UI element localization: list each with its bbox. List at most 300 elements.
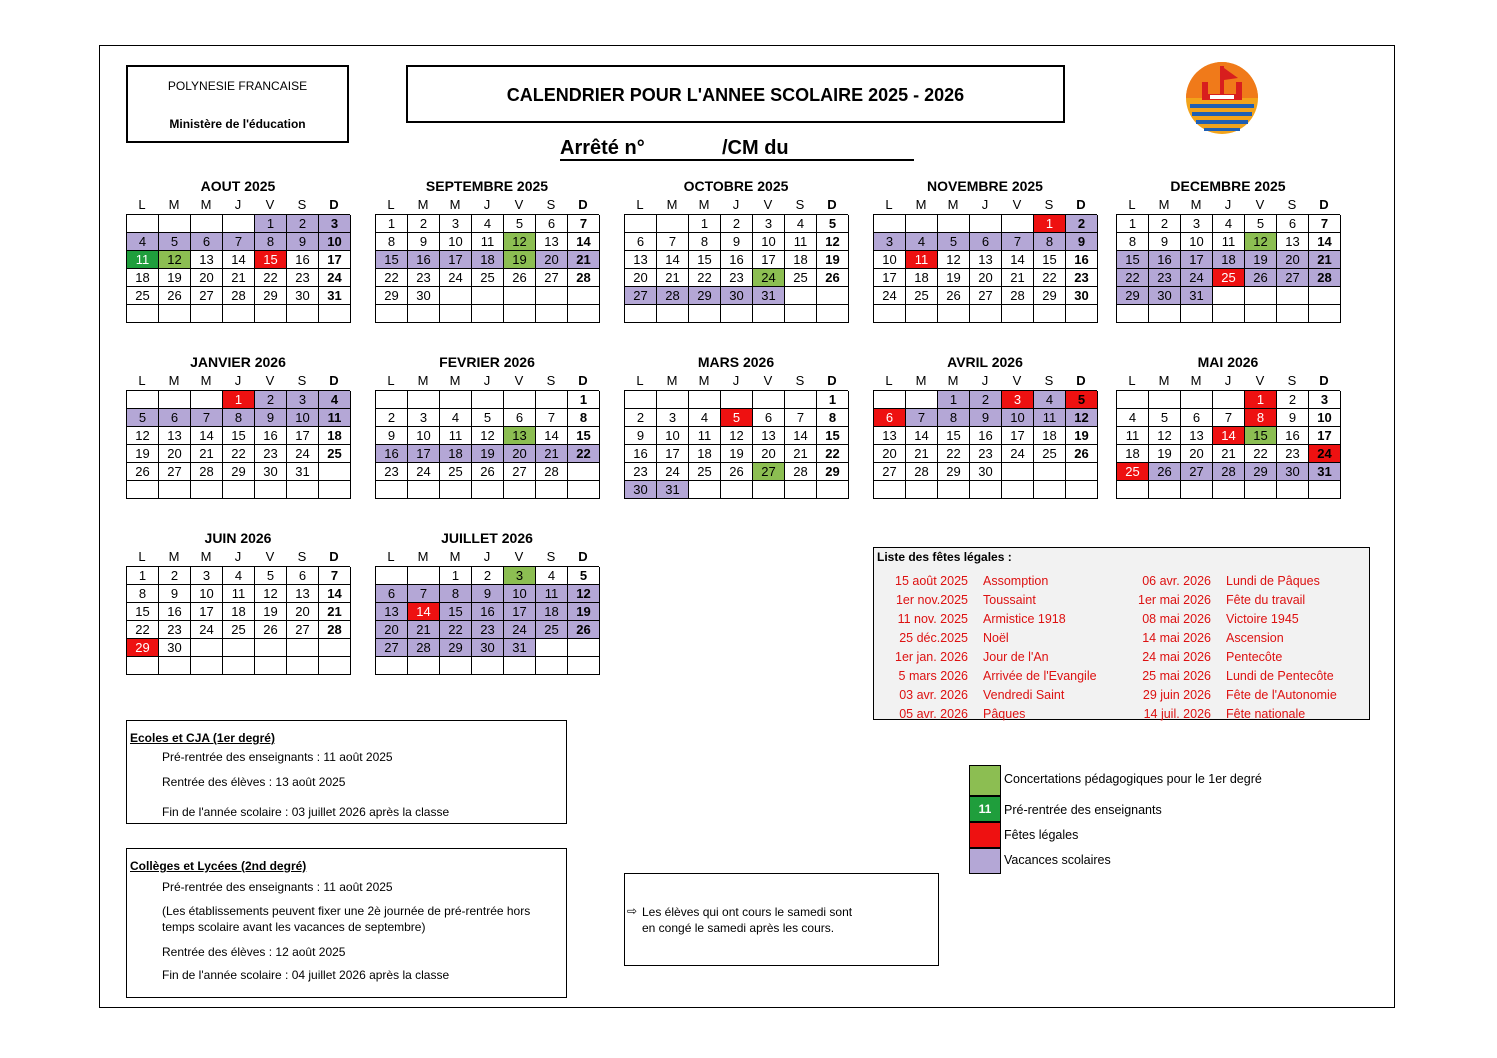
empty-cell bbox=[938, 305, 970, 323]
colleges-title: Collèges et Lycées (2nd degré) bbox=[130, 859, 307, 873]
empty-cell bbox=[1066, 305, 1098, 323]
day-cell: 10 bbox=[1309, 409, 1341, 427]
day-cell: 12 bbox=[938, 251, 970, 269]
day-cell: 23 bbox=[255, 445, 287, 463]
fete-date: 29 juin 2026 bbox=[1142, 688, 1211, 702]
weekday-label: L bbox=[636, 373, 644, 388]
day-cell: 9 bbox=[1277, 409, 1309, 427]
day-cell: 22 bbox=[1117, 269, 1149, 287]
day-cell: 3 bbox=[504, 567, 536, 585]
fete-name: Jour de l'An bbox=[983, 650, 1049, 664]
day-cell: 17 bbox=[657, 445, 689, 463]
day-cell: 21 bbox=[1002, 269, 1034, 287]
day-grid bbox=[126, 214, 350, 323]
day-cell: 6 bbox=[159, 409, 191, 427]
empty-cell bbox=[376, 567, 408, 585]
weekday-label: L bbox=[387, 197, 395, 212]
empty-cell bbox=[906, 481, 938, 499]
empty-cell bbox=[127, 391, 159, 409]
weekday-header bbox=[1116, 372, 1340, 390]
weekday-label: D bbox=[329, 197, 339, 212]
empty-cell bbox=[568, 657, 600, 675]
day-cell: 2 bbox=[159, 567, 191, 585]
day-cell: 22 bbox=[127, 621, 159, 639]
day-cell: 29 bbox=[127, 639, 159, 657]
weekday-label: D bbox=[578, 549, 588, 564]
empty-cell bbox=[319, 639, 351, 657]
day-cell: 2 bbox=[255, 391, 287, 409]
empty-cell bbox=[472, 391, 504, 409]
day-cell: 27 bbox=[970, 287, 1002, 305]
day-cell: 7 bbox=[1002, 233, 1034, 251]
day-cell: 21 bbox=[408, 621, 440, 639]
fete-date: 5 mars 2026 bbox=[898, 669, 968, 683]
day-cell: 5 bbox=[472, 409, 504, 427]
weekday-label: D bbox=[1076, 197, 1086, 212]
day-cell: 29 bbox=[1245, 463, 1277, 481]
weekday-label: M bbox=[915, 373, 927, 388]
day-cell: 5 bbox=[1245, 215, 1277, 233]
empty-cell bbox=[785, 481, 817, 499]
day-cell: 6 bbox=[376, 585, 408, 603]
day-cell: 4 bbox=[319, 391, 351, 409]
day-cell: 7 bbox=[223, 233, 255, 251]
weekday-label: L bbox=[1128, 373, 1136, 388]
day-cell: 11 bbox=[472, 233, 504, 251]
empty-cell bbox=[504, 481, 536, 499]
day-cell: 23 bbox=[721, 269, 753, 287]
ecoles-line: Rentrée des élèves : 13 août 2025 bbox=[162, 775, 346, 789]
day-cell: 7 bbox=[906, 409, 938, 427]
empty-cell bbox=[376, 391, 408, 409]
ecoles-box bbox=[126, 720, 567, 824]
day-cell: 3 bbox=[319, 215, 351, 233]
day-cell: 31 bbox=[504, 639, 536, 657]
weekday-label: D bbox=[578, 197, 588, 212]
day-cell: 10 bbox=[408, 427, 440, 445]
day-cell: 3 bbox=[753, 215, 785, 233]
day-cell: 12 bbox=[721, 427, 753, 445]
day-cell: 21 bbox=[223, 269, 255, 287]
day-cell: 22 bbox=[1245, 445, 1277, 463]
colleges-box bbox=[126, 848, 567, 998]
empty-cell bbox=[255, 639, 287, 657]
empty-cell bbox=[970, 481, 1002, 499]
weekday-label: J bbox=[1224, 197, 1232, 212]
weekday-header bbox=[375, 548, 599, 566]
day-cell: 29 bbox=[223, 463, 255, 481]
day-cell: 1 bbox=[568, 391, 600, 409]
day-cell: 15 bbox=[127, 603, 159, 621]
day-cell: 20 bbox=[287, 603, 319, 621]
day-cell: 20 bbox=[191, 269, 223, 287]
ministry-label: Ministère de l'éducation bbox=[169, 117, 306, 131]
day-cell: 19 bbox=[568, 603, 600, 621]
day-cell: 7 bbox=[1213, 409, 1245, 427]
empty-cell bbox=[817, 287, 849, 305]
empty-cell bbox=[1066, 463, 1098, 481]
empty-cell bbox=[568, 287, 600, 305]
day-cell: 11 bbox=[440, 427, 472, 445]
day-cell: 27 bbox=[536, 269, 568, 287]
empty-cell bbox=[319, 305, 351, 323]
day-cell: 8 bbox=[376, 233, 408, 251]
day-cell: 9 bbox=[408, 233, 440, 251]
day-cell: 28 bbox=[536, 463, 568, 481]
weekday-label: M bbox=[698, 197, 710, 212]
day-cell: 21 bbox=[906, 445, 938, 463]
day-grid bbox=[873, 214, 1097, 323]
empty-cell bbox=[319, 657, 351, 675]
empty-cell bbox=[721, 305, 753, 323]
colleges-line: Pré-rentrée des enseignants : 11 août 2025 bbox=[162, 880, 393, 894]
empty-cell bbox=[536, 391, 568, 409]
month-name: NOVEMBRE 2025 bbox=[927, 178, 1043, 194]
empty-cell bbox=[657, 305, 689, 323]
colleges-line: Fin de l'année scolaire : 04 juillet 2026 après la classe bbox=[162, 968, 450, 982]
weekday-header bbox=[126, 372, 350, 390]
weekday-label: V bbox=[265, 373, 275, 388]
day-cell: 25 bbox=[223, 621, 255, 639]
empty-cell bbox=[536, 305, 568, 323]
day-cell: 1 bbox=[1034, 215, 1066, 233]
day-cell: 14 bbox=[785, 427, 817, 445]
weekday-label: D bbox=[578, 373, 588, 388]
empty-cell bbox=[1309, 305, 1341, 323]
day-cell: 9 bbox=[970, 409, 1002, 427]
day-cell: 8 bbox=[938, 409, 970, 427]
fetes-legales-box bbox=[873, 547, 1370, 720]
day-cell: 17 bbox=[874, 269, 906, 287]
fete-name: Armistice 1918 bbox=[983, 612, 1066, 626]
empty-cell bbox=[1002, 215, 1034, 233]
day-cell: 26 bbox=[721, 463, 753, 481]
fete-date: 05 avr. 2026 bbox=[899, 707, 968, 721]
empty-cell bbox=[721, 481, 753, 499]
weekday-label: M bbox=[168, 373, 180, 388]
empty-cell bbox=[127, 305, 159, 323]
month-calendar bbox=[375, 528, 599, 675]
weekday-label: M bbox=[168, 549, 180, 564]
colleges-line: temps scolaire avant les vacances de septembre) bbox=[162, 920, 426, 934]
day-cell: 21 bbox=[191, 445, 223, 463]
day-grid bbox=[375, 214, 599, 323]
fete-date: 11 nov. 2025 bbox=[897, 612, 968, 626]
day-cell: 18 bbox=[689, 445, 721, 463]
day-cell: 27 bbox=[376, 639, 408, 657]
empty-cell bbox=[753, 481, 785, 499]
colleges-line: Rentrée des élèves : 12 août 2025 bbox=[162, 945, 346, 959]
fete-name: Lundi de Pentecôte bbox=[1226, 669, 1334, 683]
day-cell: 7 bbox=[657, 233, 689, 251]
day-grid bbox=[624, 390, 848, 499]
day-cell: 11 bbox=[785, 233, 817, 251]
day-cell: 28 bbox=[223, 287, 255, 305]
day-cell: 10 bbox=[874, 251, 906, 269]
day-cell: 30 bbox=[970, 463, 1002, 481]
day-cell: 27 bbox=[753, 463, 785, 481]
empty-cell bbox=[223, 639, 255, 657]
day-cell: 28 bbox=[191, 463, 223, 481]
weekday-label: D bbox=[329, 549, 339, 564]
legend-label: Vacances scolaires bbox=[1004, 853, 1111, 867]
day-cell: 28 bbox=[657, 287, 689, 305]
weekday-header bbox=[624, 196, 848, 214]
day-cell: 13 bbox=[376, 603, 408, 621]
day-cell: 8 bbox=[1117, 233, 1149, 251]
day-cell: 2 bbox=[408, 215, 440, 233]
day-cell: 12 bbox=[817, 233, 849, 251]
weekday-label: L bbox=[387, 549, 395, 564]
day-cell: 22 bbox=[376, 269, 408, 287]
day-cell: 13 bbox=[536, 233, 568, 251]
day-cell: 13 bbox=[159, 427, 191, 445]
day-cell: 10 bbox=[319, 233, 351, 251]
month-name: JANVIER 2026 bbox=[190, 354, 286, 370]
day-cell: 16 bbox=[1149, 251, 1181, 269]
empty-cell bbox=[191, 391, 223, 409]
day-cell: 19 bbox=[159, 269, 191, 287]
day-cell: 11 bbox=[689, 427, 721, 445]
empty-cell bbox=[287, 481, 319, 499]
fete-date: 03 avr. 2026 bbox=[899, 688, 968, 702]
weekday-label: M bbox=[449, 373, 461, 388]
weekday-label: L bbox=[885, 197, 893, 212]
fete-name: Toussaint bbox=[983, 593, 1036, 607]
ecoles-line: Fin de l'année scolaire : 03 juillet 2026 après la classe bbox=[162, 805, 450, 819]
day-cell: 14 bbox=[223, 251, 255, 269]
month-name: JUIN 2026 bbox=[204, 530, 272, 546]
day-grid bbox=[873, 390, 1097, 499]
weekday-label: S bbox=[546, 197, 556, 212]
fete-date: 1er nov.2025 bbox=[895, 593, 968, 607]
day-cell: 26 bbox=[255, 621, 287, 639]
day-cell: 15 bbox=[1245, 427, 1277, 445]
weekday-label: J bbox=[732, 197, 740, 212]
day-cell: 24 bbox=[319, 269, 351, 287]
day-cell: 26 bbox=[159, 287, 191, 305]
empty-cell bbox=[753, 305, 785, 323]
empty-cell bbox=[536, 287, 568, 305]
day-cell: 26 bbox=[1149, 463, 1181, 481]
day-cell: 12 bbox=[159, 251, 191, 269]
day-cell: 14 bbox=[191, 427, 223, 445]
day-cell: 1 bbox=[1117, 215, 1149, 233]
day-cell: 2 bbox=[376, 409, 408, 427]
day-cell: 10 bbox=[657, 427, 689, 445]
day-cell: 2 bbox=[1277, 391, 1309, 409]
fete-date: 1er mai 2026 bbox=[1138, 593, 1211, 607]
day-cell: 23 bbox=[376, 463, 408, 481]
day-cell: 7 bbox=[568, 215, 600, 233]
day-cell: 27 bbox=[1277, 269, 1309, 287]
empty-cell bbox=[874, 481, 906, 499]
day-cell: 7 bbox=[191, 409, 223, 427]
empty-cell bbox=[1117, 305, 1149, 323]
fete-date: 25 déc.2025 bbox=[899, 631, 968, 645]
empty-cell bbox=[906, 305, 938, 323]
day-cell: 16 bbox=[625, 445, 657, 463]
day-cell: 27 bbox=[287, 621, 319, 639]
day-cell: 11 bbox=[319, 409, 351, 427]
day-cell: 13 bbox=[753, 427, 785, 445]
day-cell: 21 bbox=[785, 445, 817, 463]
day-cell: 4 bbox=[536, 567, 568, 585]
fete-date: 08 mai 2026 bbox=[1142, 612, 1211, 626]
day-cell: 18 bbox=[1117, 445, 1149, 463]
day-cell: 28 bbox=[906, 463, 938, 481]
day-cell: 25 bbox=[472, 269, 504, 287]
day-cell: 24 bbox=[657, 463, 689, 481]
day-cell: 3 bbox=[408, 409, 440, 427]
day-cell: 5 bbox=[159, 233, 191, 251]
day-cell: 24 bbox=[504, 621, 536, 639]
empty-cell bbox=[319, 481, 351, 499]
day-cell: 25 bbox=[127, 287, 159, 305]
empty-cell bbox=[1149, 305, 1181, 323]
month-name: MARS 2026 bbox=[697, 354, 775, 370]
empty-cell bbox=[440, 287, 472, 305]
day-cell: 4 bbox=[906, 233, 938, 251]
day-cell: 25 bbox=[1117, 463, 1149, 481]
empty-cell bbox=[504, 391, 536, 409]
empty-cell bbox=[1245, 287, 1277, 305]
empty-cell bbox=[568, 463, 600, 481]
day-cell: 27 bbox=[191, 287, 223, 305]
weekday-label: J bbox=[234, 373, 242, 388]
fete-name: Pentecôte bbox=[1226, 650, 1283, 664]
day-cell: 15 bbox=[568, 427, 600, 445]
weekday-label: M bbox=[1158, 373, 1170, 388]
empty-cell bbox=[1277, 287, 1309, 305]
day-cell: 7 bbox=[1309, 215, 1341, 233]
weekday-label: S bbox=[297, 197, 307, 212]
day-cell: 4 bbox=[127, 233, 159, 251]
day-cell: 8 bbox=[689, 233, 721, 251]
empty-cell bbox=[874, 305, 906, 323]
arrow-right-icon: ⇨ bbox=[627, 904, 638, 918]
empty-cell bbox=[785, 287, 817, 305]
day-cell: 19 bbox=[938, 269, 970, 287]
day-cell: 6 bbox=[504, 409, 536, 427]
day-cell: 9 bbox=[625, 427, 657, 445]
empty-cell bbox=[504, 287, 536, 305]
empty-cell bbox=[1309, 481, 1341, 499]
empty-cell bbox=[1213, 305, 1245, 323]
empty-cell bbox=[1181, 391, 1213, 409]
day-cell: 5 bbox=[1066, 391, 1098, 409]
day-cell: 1 bbox=[689, 215, 721, 233]
empty-cell bbox=[1213, 287, 1245, 305]
weekday-label: M bbox=[915, 197, 927, 212]
day-cell: 25 bbox=[536, 621, 568, 639]
day-cell: 17 bbox=[1309, 427, 1341, 445]
day-cell: 9 bbox=[287, 233, 319, 251]
day-cell: 17 bbox=[1002, 427, 1034, 445]
weekday-label: M bbox=[168, 197, 180, 212]
weekday-header bbox=[1116, 196, 1340, 214]
empty-cell bbox=[1117, 391, 1149, 409]
day-cell: 9 bbox=[721, 233, 753, 251]
day-cell: 10 bbox=[287, 409, 319, 427]
day-cell: 6 bbox=[287, 567, 319, 585]
day-cell: 27 bbox=[159, 463, 191, 481]
day-cell: 29 bbox=[1117, 287, 1149, 305]
weekday-label: V bbox=[1255, 197, 1265, 212]
day-cell: 11 bbox=[223, 585, 255, 603]
day-cell: 18 bbox=[472, 251, 504, 269]
empty-cell bbox=[255, 657, 287, 675]
weekday-label: L bbox=[138, 549, 146, 564]
empty-cell bbox=[1213, 391, 1245, 409]
day-cell: 27 bbox=[1181, 463, 1213, 481]
weekday-label: J bbox=[981, 197, 989, 212]
month-calendar bbox=[126, 528, 350, 675]
day-cell: 8 bbox=[223, 409, 255, 427]
day-cell: 9 bbox=[1066, 233, 1098, 251]
day-cell: 19 bbox=[255, 603, 287, 621]
month-name: MAI 2026 bbox=[1197, 354, 1259, 370]
day-cell: 5 bbox=[817, 215, 849, 233]
day-cell: 1 bbox=[255, 215, 287, 233]
day-cell: 3 bbox=[440, 215, 472, 233]
day-cell: 2 bbox=[1149, 215, 1181, 233]
day-cell: 10 bbox=[1181, 233, 1213, 251]
empty-cell bbox=[191, 639, 223, 657]
day-cell: 30 bbox=[255, 463, 287, 481]
weekday-label: M bbox=[666, 197, 678, 212]
day-cell: 18 bbox=[319, 427, 351, 445]
day-cell: 31 bbox=[1181, 287, 1213, 305]
empty-cell bbox=[223, 657, 255, 675]
empty-cell bbox=[1034, 305, 1066, 323]
fete-date: 06 avr. 2026 bbox=[1142, 574, 1211, 588]
day-cell: 28 bbox=[568, 269, 600, 287]
month-calendar bbox=[873, 176, 1097, 323]
day-cell: 13 bbox=[970, 251, 1002, 269]
day-cell: 27 bbox=[504, 463, 536, 481]
day-cell: 10 bbox=[753, 233, 785, 251]
month-name: OCTOBRE 2025 bbox=[683, 178, 789, 194]
day-cell: 31 bbox=[1309, 463, 1341, 481]
weekday-label: L bbox=[138, 373, 146, 388]
day-cell: 20 bbox=[753, 445, 785, 463]
day-cell: 25 bbox=[689, 463, 721, 481]
day-cell: 23 bbox=[625, 463, 657, 481]
day-cell: 15 bbox=[689, 251, 721, 269]
empty-cell bbox=[408, 567, 440, 585]
weekday-label: J bbox=[483, 373, 491, 388]
empty-cell bbox=[159, 391, 191, 409]
day-cell: 20 bbox=[1277, 251, 1309, 269]
day-cell: 4 bbox=[1034, 391, 1066, 409]
day-cell: 24 bbox=[1002, 445, 1034, 463]
day-cell: 12 bbox=[1245, 233, 1277, 251]
day-cell: 6 bbox=[536, 215, 568, 233]
empty-cell bbox=[127, 481, 159, 499]
day-cell: 1 bbox=[1245, 391, 1277, 409]
weekday-label: M bbox=[449, 197, 461, 212]
day-cell: 26 bbox=[568, 621, 600, 639]
day-cell: 6 bbox=[191, 233, 223, 251]
weekday-label: D bbox=[329, 373, 339, 388]
month-name: AVRIL 2026 bbox=[947, 354, 1023, 370]
weekday-label: M bbox=[947, 197, 959, 212]
day-cell: 15 bbox=[223, 427, 255, 445]
day-cell: 21 bbox=[568, 251, 600, 269]
weekday-label: S bbox=[1287, 197, 1297, 212]
day-cell: 12 bbox=[1149, 427, 1181, 445]
